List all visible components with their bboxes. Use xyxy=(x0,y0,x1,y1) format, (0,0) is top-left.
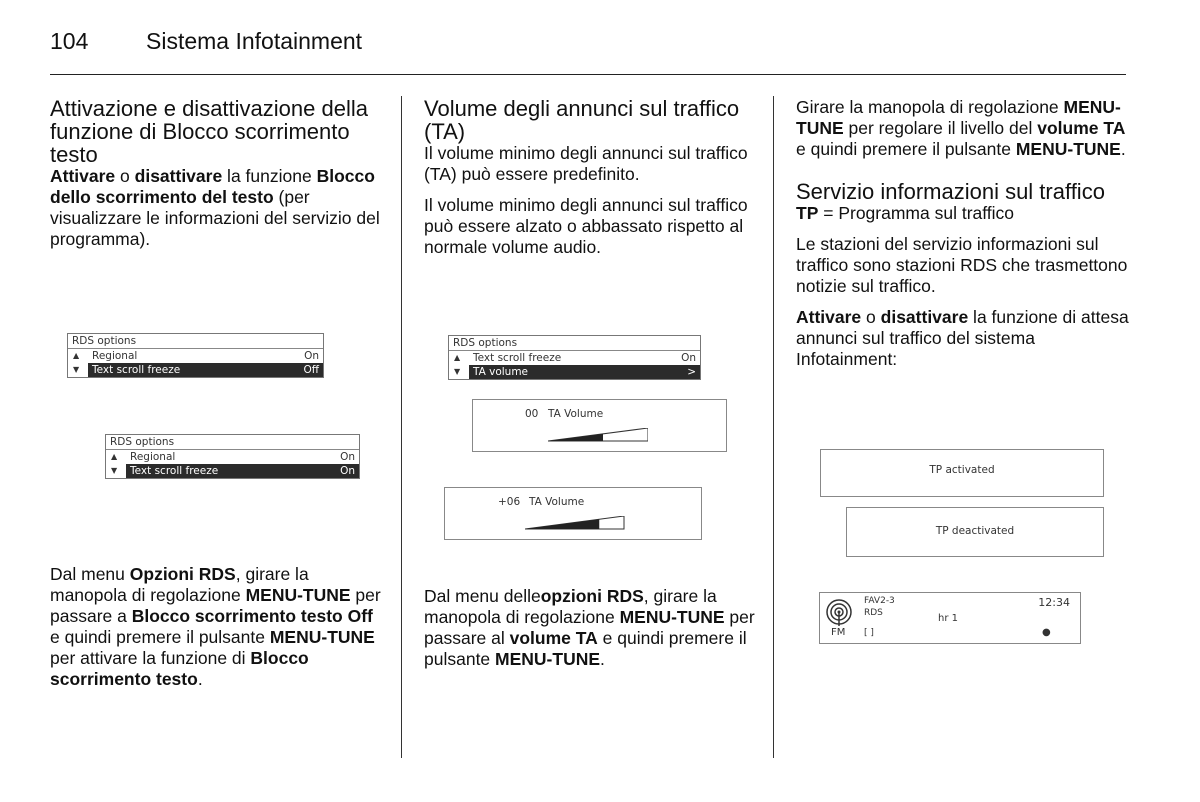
paragraph-scroll-freeze-steps xyxy=(50,564,385,690)
menu-item-value: Off xyxy=(303,364,319,376)
paragraph-ta-level xyxy=(796,97,1131,160)
menu-item-text-scroll-freeze[interactable] xyxy=(73,363,323,377)
menu-item-value: On xyxy=(304,350,319,362)
menu-item-text-scroll-freeze[interactable] xyxy=(449,351,700,365)
emph-text: MENU-TUNE xyxy=(245,585,351,605)
menu-item-regional[interactable] xyxy=(68,349,323,363)
page-number: 104 xyxy=(50,28,89,54)
emph-text: TP xyxy=(796,203,819,223)
menu-item-label: Regional xyxy=(130,451,176,463)
body-text: e quindi premere il pulsante xyxy=(424,628,747,669)
body-text: Dal menu delle xyxy=(424,586,541,606)
emph-text: MENU-TUNE xyxy=(269,627,375,647)
paragraph-ta-steps xyxy=(424,586,759,670)
column-divider-1 xyxy=(401,96,402,758)
menu-item-label: Regional xyxy=(92,350,138,362)
paragraph-tp-stations: Le stazioni del servizio informazioni sul traffico sono stazioni RDS che trasmettono notizie sul traffico. xyxy=(796,234,1128,296)
paragraph-tp-def xyxy=(796,203,1131,224)
body-text: o xyxy=(861,307,881,327)
bracket-indicator: [ ] xyxy=(864,628,874,638)
volume-label: TA Volume xyxy=(548,408,604,420)
arrow-up-icon: ▲ xyxy=(73,351,80,360)
volume-bar xyxy=(548,428,648,442)
column-1 xyxy=(50,97,385,260)
emph-text: disattivare xyxy=(880,307,969,327)
arrow-up-icon: ▲ xyxy=(111,452,118,461)
body-text: . xyxy=(197,669,203,689)
emph-text: Blocco scorrimento testo Off xyxy=(131,606,373,626)
radio-antenna-icon xyxy=(825,598,853,626)
menu-title: RDS options xyxy=(449,336,700,351)
emph-text: Attivare xyxy=(50,166,116,186)
page-title: Sistema Infotainment xyxy=(146,28,363,54)
section-heading-traffic-info: Servizio informazioni sul traffico xyxy=(796,179,1105,204)
header-divider xyxy=(50,74,1126,75)
body-text: per attivare la funzione di xyxy=(50,648,251,668)
tp-status-text: TP activated xyxy=(929,464,995,476)
menu-item-label: TA volume xyxy=(473,366,529,378)
rds-indicator: RDS xyxy=(864,608,883,618)
body-text: la funzione xyxy=(222,166,317,186)
rds-options-menu-ta xyxy=(448,335,701,380)
menu-item-value: On xyxy=(681,352,696,364)
body-text: per passare al xyxy=(424,607,755,648)
emph-text: Opzioni RDS xyxy=(129,564,236,584)
emph-text: MENU-TUNE xyxy=(1015,139,1121,159)
emph-text: Attivare xyxy=(796,307,862,327)
body-text: (per visualizzare le informazioni del servizio del programma). xyxy=(50,187,380,249)
body-text: e quindi premere il pulsante xyxy=(50,627,270,647)
tp-deactivated-display xyxy=(846,507,1104,557)
band-label: FM xyxy=(831,627,846,638)
body-text: per regolare il livello del xyxy=(843,118,1038,138)
menu-item-value: On xyxy=(340,465,355,477)
paragraph-ta-adjust: Il volume minimo degli annunci sul traffico può essere alzato o abbassato rispetto al normale volume audio. xyxy=(424,195,748,257)
body-text: = Programma sul traffico xyxy=(818,203,1015,223)
body-text: o xyxy=(115,166,135,186)
body-text: . xyxy=(600,649,605,669)
body-text: , girare la manopola di regolazione xyxy=(424,586,717,627)
emph-text: volume TA xyxy=(509,628,598,648)
clock: 12:34 xyxy=(1038,596,1070,609)
menu-title: RDS options xyxy=(68,334,323,349)
ta-volume-display-2 xyxy=(444,487,702,540)
section-heading-ta-volume: Volume degli annunci sul traffico (TA) xyxy=(424,96,740,144)
menu-item-label: Text scroll freeze xyxy=(473,352,562,364)
column-2 xyxy=(424,97,759,268)
emph-text: MENU-TUNE xyxy=(796,97,1121,138)
paragraph-scroll-freeze-intro xyxy=(50,166,385,250)
emph-text: Blocco scorrimento testo xyxy=(50,648,309,689)
volume-bar xyxy=(525,516,625,530)
radio-text: hr 1 xyxy=(938,613,958,624)
menu-item-value: > xyxy=(687,366,696,378)
body-text: la funzione di attesa annunci sul traffico del sistema Infotainment: xyxy=(796,307,1129,369)
arrow-down-icon: ▼ xyxy=(454,367,461,376)
body-text: . xyxy=(1120,139,1126,159)
volume-value: +06 xyxy=(498,496,521,508)
rds-options-menu-2 xyxy=(105,434,360,479)
menu-item-text-scroll-freeze[interactable] xyxy=(111,464,359,478)
volume-value: 00 xyxy=(525,408,539,420)
section-heading-scroll-freeze: Attivazione e disattivazione della funzione di Blocco scorrimento testo xyxy=(50,96,368,167)
body-text: e quindi premere il pulsante xyxy=(796,139,1016,159)
emph-text: opzioni RDS xyxy=(540,586,644,606)
column-divider-2 xyxy=(773,96,774,758)
ta-volume-display-1 xyxy=(472,399,727,452)
paragraph-tp-toggle xyxy=(796,307,1131,370)
arrow-up-icon: ▲ xyxy=(454,353,461,362)
volume-label: TA Volume xyxy=(529,496,585,508)
arrow-down-icon: ▼ xyxy=(73,365,80,374)
menu-item-label: Text scroll freeze xyxy=(92,364,181,376)
page-header xyxy=(50,28,362,55)
emph-text: Blocco dello scorrimento del testo xyxy=(50,166,375,207)
tp-status-text: TP deactivated xyxy=(935,525,1015,537)
paragraph-ta-predefined: Il volume minimo degli annunci sul traffico (TA) può essere predefinito. xyxy=(424,143,748,184)
radio-display xyxy=(819,592,1081,644)
emph-text: MENU-TUNE xyxy=(619,607,725,627)
column-3 xyxy=(796,97,1131,380)
body-text: Girare la manopola di regolazione xyxy=(796,97,1064,117)
emph-text: disattivare xyxy=(134,166,223,186)
body-text: , girare la manopola di regolazione xyxy=(50,564,309,605)
emph-text: MENU-TUNE xyxy=(495,649,601,669)
arrow-down-icon: ▼ xyxy=(111,466,118,475)
menu-item-label: Text scroll freeze xyxy=(130,465,219,477)
menu-item-regional[interactable] xyxy=(106,450,359,464)
station-name: FAV2-3 xyxy=(864,596,895,606)
tp-indicator-icon: ● xyxy=(1042,627,1051,638)
body-text: per passare a xyxy=(50,585,381,626)
menu-item-ta-volume[interactable] xyxy=(454,365,700,379)
body-text: Dal menu xyxy=(50,564,130,584)
menu-item-value: On xyxy=(340,451,355,463)
rds-options-menu-1 xyxy=(67,333,324,378)
emph-text: volume TA xyxy=(1037,118,1126,138)
tp-activated-display xyxy=(820,449,1104,497)
menu-title: RDS options xyxy=(106,435,359,450)
